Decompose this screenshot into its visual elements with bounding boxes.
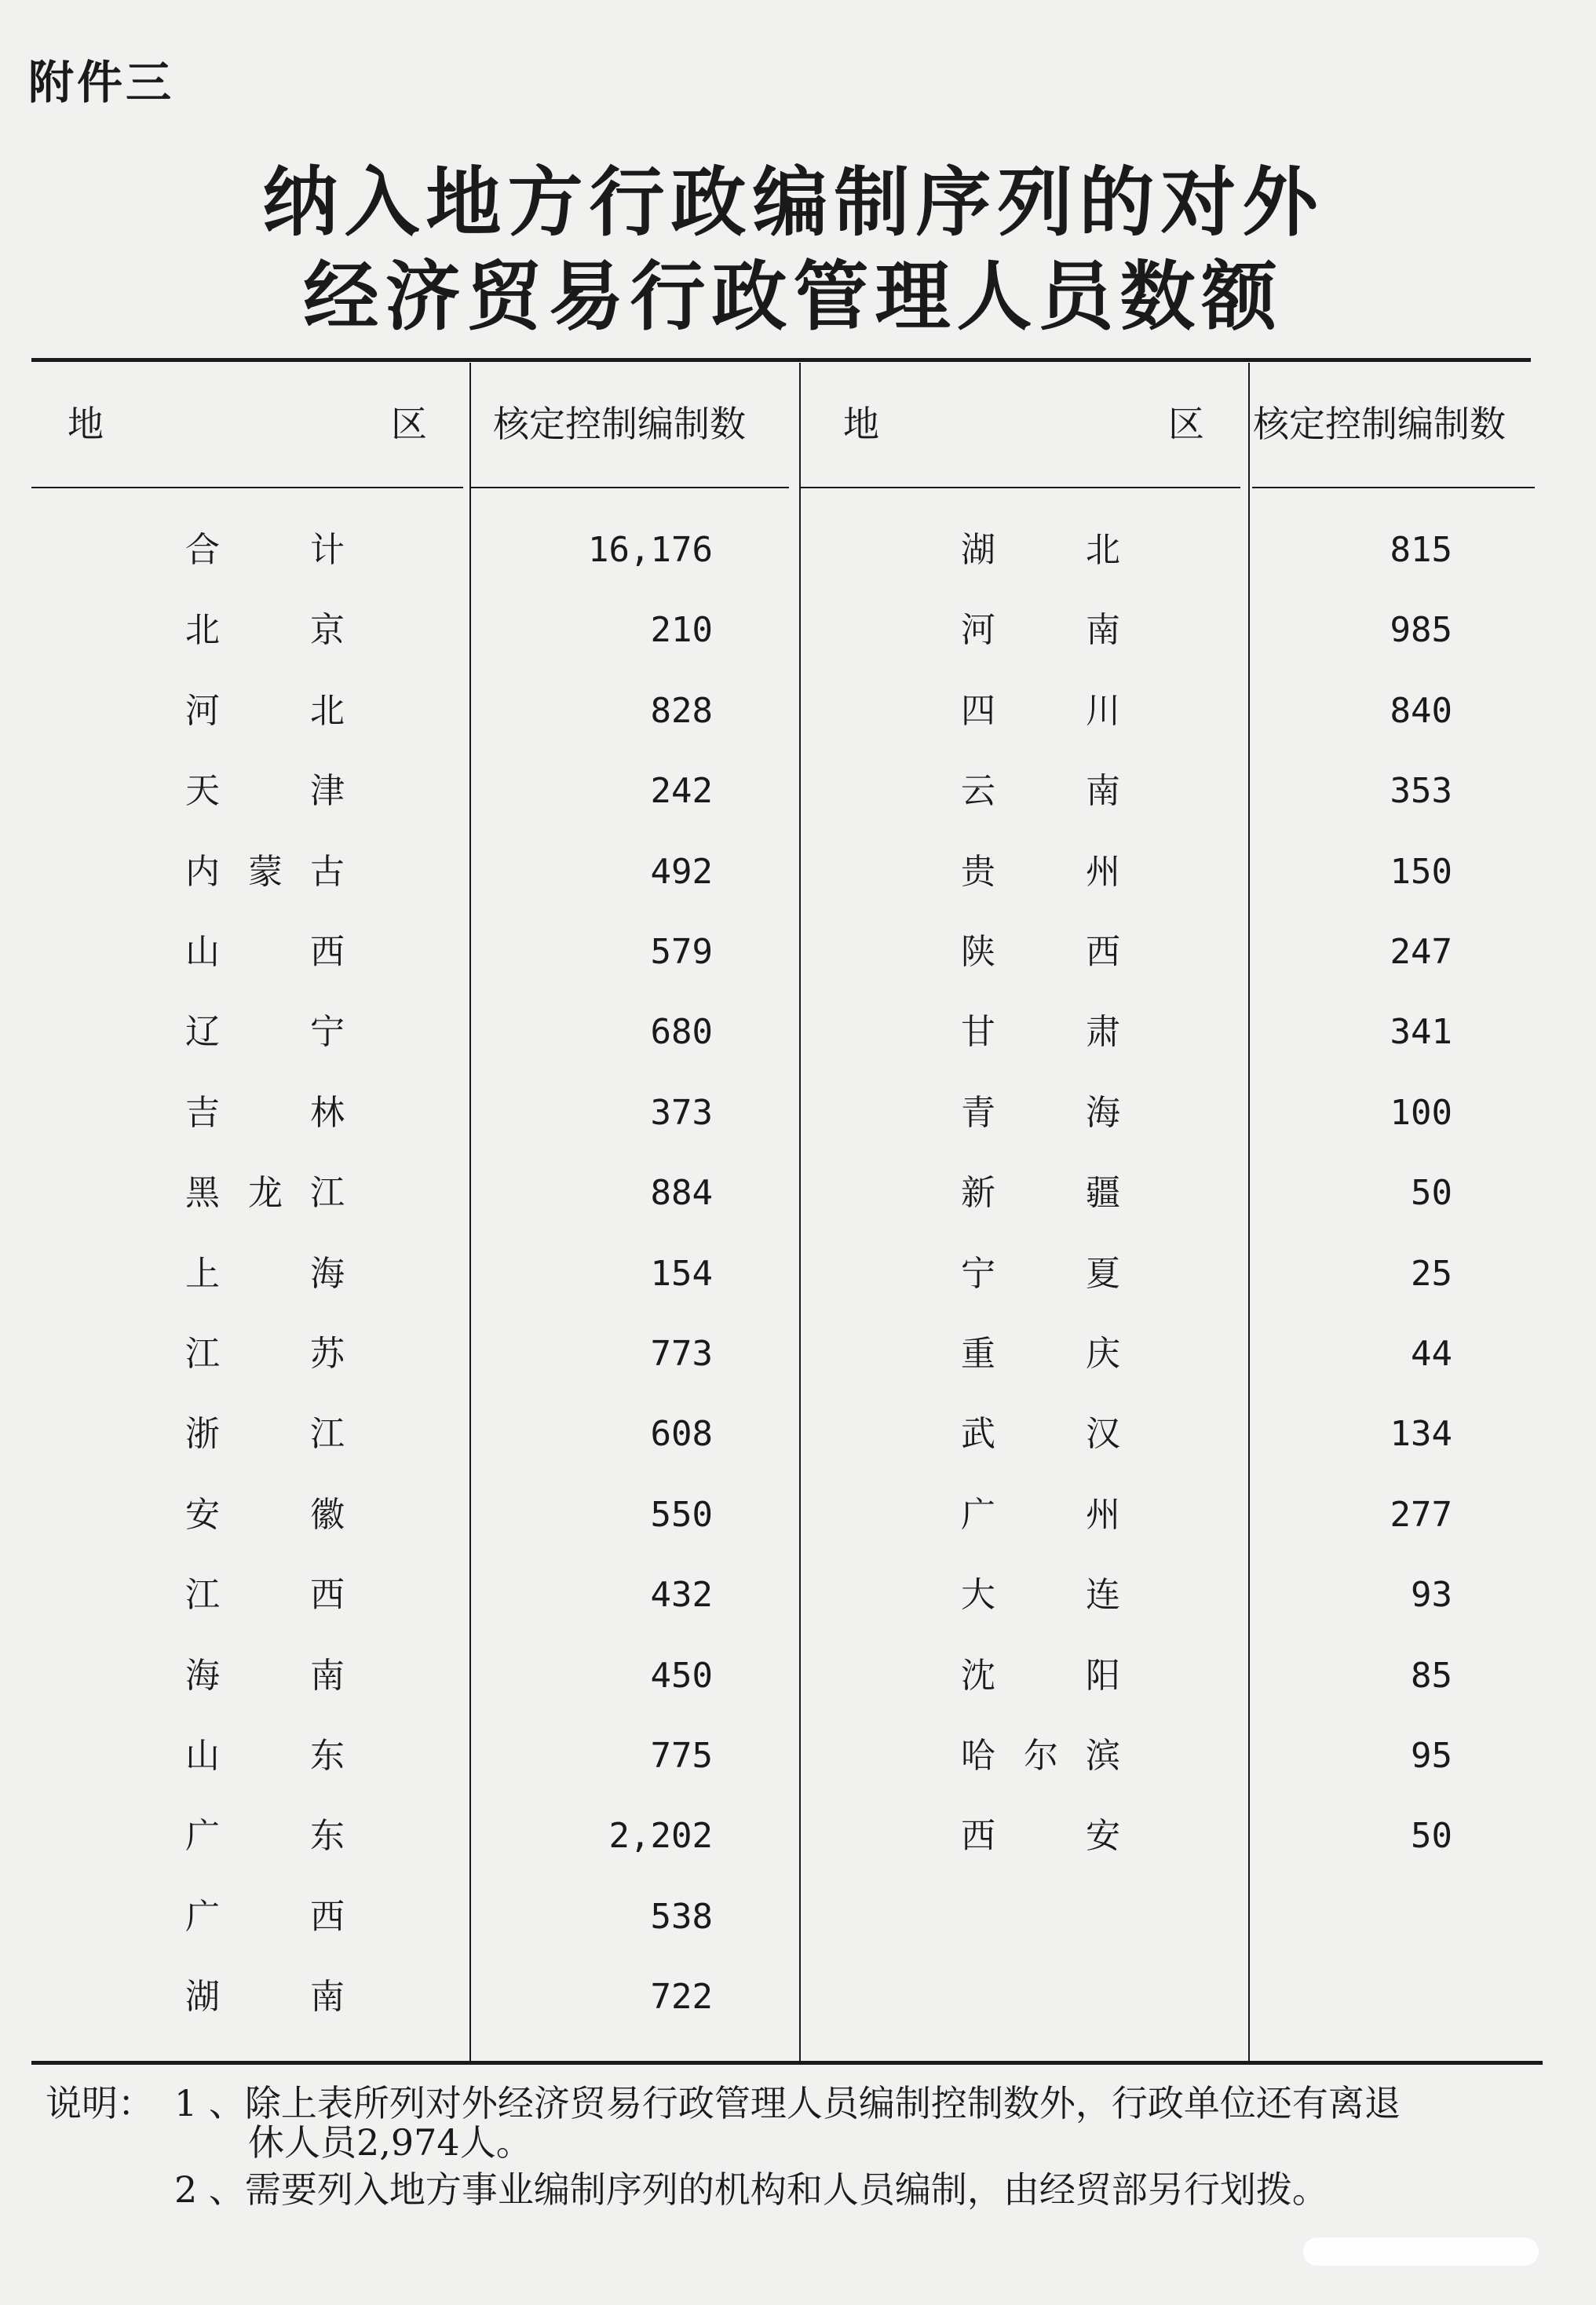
region-char: 贵 [961, 852, 995, 892]
quota-count: 277 [1390, 1495, 1452, 1535]
region-char: 内 [185, 852, 220, 892]
region-char: 北 [185, 610, 220, 650]
region-char: 湖 [185, 1977, 220, 2017]
region-char: 津 [310, 771, 345, 811]
notes-label: 说明： [46, 2082, 154, 2124]
region-char: 南 [1086, 610, 1120, 650]
annex-label: 附件三 [28, 56, 175, 109]
header-region-left-b: 区 [391, 403, 427, 445]
region-char: 庆 [1086, 1334, 1120, 1374]
page-title-line-2: 经济贸易行政管理人员数额 [303, 252, 1284, 341]
quota-count: 247 [1390, 932, 1452, 972]
region-char: 南 [1086, 771, 1120, 811]
quota-count: 2,202 [608, 1816, 713, 1856]
region-char: 阳 [1086, 1656, 1120, 1696]
region-char: 苏 [310, 1334, 345, 1374]
quota-count: 16,176 [588, 530, 713, 570]
quota-count: 608 [650, 1414, 713, 1454]
region-char: 州 [1086, 1495, 1120, 1535]
region-char: 滨 [1086, 1736, 1120, 1776]
header-count-left: 核定控制编制数 [493, 403, 746, 445]
region-char: 上 [185, 1254, 220, 1294]
header-region-right-b: 区 [1168, 403, 1204, 445]
quota-count: 25 [1411, 1254, 1452, 1294]
region-char: 河 [185, 691, 220, 731]
region-char: 武 [961, 1414, 995, 1454]
region-char: 海 [310, 1254, 345, 1294]
quota-count: 722 [650, 1977, 713, 2017]
region-char: 京 [310, 610, 345, 650]
region-char: 东 [310, 1816, 345, 1856]
region-char: 哈 [961, 1736, 995, 1776]
region-char: 夏 [1086, 1254, 1120, 1294]
quota-count: 775 [650, 1736, 713, 1776]
region-char: 尔 [1024, 1736, 1058, 1776]
quota-count: 373 [650, 1093, 713, 1133]
page-title-line-1: 纳入地方行政编制序列的对外 [262, 158, 1324, 247]
region-char: 辽 [185, 1012, 220, 1052]
quota-count: 828 [650, 691, 713, 731]
quota-count: 884 [650, 1173, 713, 1213]
region-char: 河 [961, 610, 995, 650]
region-char: 安 [185, 1495, 220, 1535]
region-char: 汉 [1086, 1414, 1120, 1454]
region-char: 江 [310, 1173, 345, 1213]
region-char: 陕 [961, 932, 995, 972]
header-rule-mid [471, 487, 789, 488]
quota-count: 773 [650, 1334, 713, 1374]
region-char: 宁 [961, 1254, 995, 1294]
region-char: 安 [1086, 1816, 1120, 1856]
region-char: 广 [961, 1495, 995, 1535]
region-char: 西 [310, 932, 345, 972]
region-char: 湖 [961, 530, 995, 570]
note-item-1-cont: 休人员2,974人。 [248, 2121, 532, 2164]
region-char: 黑 [185, 1173, 220, 1213]
header-rule-right-b [1252, 487, 1535, 488]
quota-count: 815 [1390, 530, 1452, 570]
region-char: 北 [1086, 530, 1120, 570]
quota-count: 985 [1390, 610, 1452, 650]
header-rule-left [31, 487, 463, 488]
region-char: 南 [310, 1656, 345, 1696]
region-char: 东 [310, 1736, 345, 1776]
region-char: 西 [1086, 932, 1120, 972]
quota-count: 450 [650, 1656, 713, 1696]
region-char: 大 [961, 1575, 995, 1615]
region-char: 计 [310, 530, 345, 570]
quota-count: 134 [1390, 1414, 1452, 1454]
region-char: 连 [1086, 1575, 1120, 1615]
quota-count: 44 [1411, 1334, 1452, 1374]
region-char: 西 [310, 1897, 345, 1937]
region-char: 海 [185, 1656, 220, 1696]
region-char: 江 [310, 1414, 345, 1454]
region-char: 蒙 [248, 852, 283, 892]
header-count-right: 核定控制编制数 [1253, 403, 1506, 445]
region-char: 徽 [310, 1495, 345, 1535]
region-char: 甘 [961, 1012, 995, 1052]
column-divider-2 [799, 363, 801, 2061]
region-char: 古 [310, 852, 345, 892]
region-char: 合 [185, 530, 220, 570]
table-bottom-rule [31, 2061, 1543, 2065]
note-item-2: 2 、需要列入地方事业编制序列的机构和人员编制，由经贸部另行划拨。 [174, 2168, 1328, 2211]
quota-count: 353 [1390, 771, 1452, 811]
header-region-left-a: 地 [68, 403, 104, 445]
header-rule-right-a [801, 487, 1240, 488]
table-top-rule [31, 358, 1531, 362]
region-char: 云 [961, 771, 995, 811]
region-char: 西 [961, 1816, 995, 1856]
region-char: 龙 [248, 1173, 283, 1213]
region-char: 吉 [185, 1093, 220, 1133]
region-char: 疆 [1086, 1173, 1120, 1213]
note-item-1: 1 、除上表所列对外经济贸易行政管理人员编制控制数外，行政单位还有离退 [174, 2082, 1401, 2124]
quota-count: 242 [650, 771, 713, 811]
region-char: 天 [185, 771, 220, 811]
region-char: 四 [961, 691, 995, 731]
region-char: 青 [961, 1093, 995, 1133]
quota-count: 840 [1390, 691, 1452, 731]
quota-count: 150 [1390, 852, 1452, 892]
region-char: 重 [961, 1334, 995, 1374]
region-char: 沈 [961, 1656, 995, 1696]
quota-count: 492 [650, 852, 713, 892]
quota-count: 538 [650, 1897, 713, 1937]
region-char: 西 [310, 1575, 345, 1615]
column-divider-3 [1248, 363, 1250, 2061]
region-char: 新 [961, 1173, 995, 1213]
region-char: 林 [310, 1093, 345, 1133]
region-char: 江 [185, 1575, 220, 1615]
quota-count: 550 [650, 1495, 713, 1535]
paper-scuff [1303, 2237, 1539, 2266]
region-char: 南 [310, 1977, 345, 2017]
region-char: 山 [185, 1736, 220, 1776]
quota-count: 154 [650, 1254, 713, 1294]
region-char: 广 [185, 1816, 220, 1856]
quota-count: 100 [1390, 1093, 1452, 1133]
region-char: 江 [185, 1334, 220, 1374]
quota-count: 579 [650, 932, 713, 972]
region-char: 海 [1086, 1093, 1120, 1133]
quota-count: 50 [1411, 1173, 1452, 1213]
quota-count: 50 [1411, 1816, 1452, 1856]
region-char: 肃 [1086, 1012, 1120, 1052]
quota-count: 85 [1411, 1656, 1452, 1696]
column-divider-1 [469, 363, 471, 2061]
quota-count: 210 [650, 610, 713, 650]
region-char: 宁 [310, 1012, 345, 1052]
quota-count: 680 [650, 1012, 713, 1052]
region-char: 山 [185, 932, 220, 972]
quota-count: 93 [1411, 1575, 1452, 1615]
quota-count: 95 [1411, 1736, 1452, 1776]
region-char: 浙 [185, 1414, 220, 1454]
region-char: 广 [185, 1897, 220, 1937]
quota-count: 341 [1390, 1012, 1452, 1052]
header-region-right-a: 地 [843, 403, 879, 445]
region-char: 川 [1086, 691, 1120, 731]
region-char: 州 [1086, 852, 1120, 892]
quota-count: 432 [650, 1575, 713, 1615]
region-char: 北 [310, 691, 345, 731]
